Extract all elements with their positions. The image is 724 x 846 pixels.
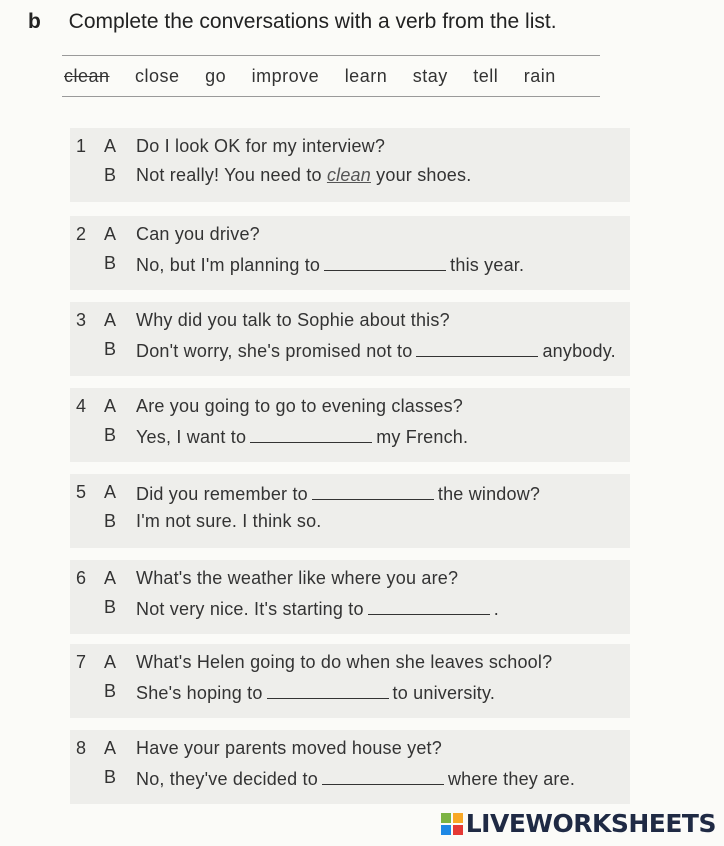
conversation-item — [70, 128, 630, 202]
speaker-a: A — [104, 482, 117, 502]
exercise-header — [28, 10, 557, 34]
word-tell: tell — [473, 66, 499, 86]
answer-blank[interactable] — [416, 339, 538, 357]
speaker-a: A — [104, 396, 117, 416]
line-b: No, they've decided to where they are. — [136, 769, 576, 789]
speaker-a: A — [104, 738, 117, 758]
speaker-b: B — [104, 425, 117, 445]
speaker-b: B — [104, 165, 117, 185]
speaker-b: B — [104, 511, 117, 531]
word-clean: clean — [64, 66, 110, 86]
line-a: Why did you talk to Sophie about this? — [136, 310, 450, 330]
exercise-letter: b — [28, 10, 41, 33]
liveworksheets-logo — [441, 809, 716, 838]
conversation-item — [70, 644, 630, 718]
speaker-a: A — [104, 310, 117, 330]
item-number: 1 — [76, 136, 87, 156]
wordlist-bottom-rule — [62, 96, 600, 97]
item-number: 4 — [76, 396, 87, 416]
speaker-a: A — [104, 652, 117, 672]
item-number: 7 — [76, 652, 87, 672]
conversation-item — [70, 216, 630, 290]
verb-wordlist — [64, 66, 576, 87]
answer-blank[interactable] — [267, 681, 389, 699]
word-rain: rain — [523, 66, 556, 86]
answer-blank[interactable] — [250, 425, 372, 443]
line-a: Can you drive? — [136, 224, 260, 244]
conversation-item — [70, 560, 630, 634]
line-a: Have your parents moved house yet? — [136, 738, 442, 758]
conversation-item — [70, 474, 630, 548]
line-b: Don't worry, she's promised not to anybody. — [136, 341, 616, 361]
item-number: 8 — [76, 738, 87, 758]
item-number: 6 — [76, 568, 87, 588]
item-number: 2 — [76, 224, 87, 244]
item-number: 3 — [76, 310, 87, 330]
line-b: I'm not sure. I think so. — [136, 511, 322, 531]
line-a: What's Helen going to do when she leaves school? — [136, 652, 553, 672]
line-a: Do I look OK for my interview? — [136, 136, 386, 156]
answer-blank[interactable] — [322, 767, 444, 785]
wordlist-top-rule — [62, 55, 600, 56]
line-b: She's hoping to to university. — [136, 683, 496, 703]
example-answer: clean — [326, 165, 371, 185]
word-learn: learn — [344, 66, 388, 86]
speaker-a: A — [104, 568, 117, 588]
line-b: Not very nice. It's starting to . — [136, 599, 499, 619]
word-improve: improve — [251, 66, 320, 86]
word-go: go — [205, 66, 227, 86]
speaker-b: B — [104, 339, 117, 359]
answer-blank[interactable] — [312, 482, 434, 500]
conversation-item — [70, 302, 630, 376]
answer-blank[interactable] — [368, 597, 490, 615]
line-a: Are you going to go to evening classes? — [136, 396, 464, 416]
line-b: Yes, I want to my French. — [136, 427, 469, 447]
speaker-a: A — [104, 224, 117, 244]
speaker-b: B — [104, 767, 117, 787]
speaker-b: B — [104, 253, 117, 273]
speaker-b: B — [104, 597, 117, 617]
line-b: No, but I'm planning to this year. — [136, 255, 525, 275]
conversation-item — [70, 388, 630, 462]
logo-text: LIVEWORKSHEETS — [465, 809, 716, 838]
exercise-instruction: Complete the conversations with a verb from the list. — [68, 10, 557, 33]
logo-grid-icon — [441, 813, 463, 835]
line-a: Did you remember to the window? — [136, 484, 541, 504]
conversation-item — [70, 730, 630, 804]
line-a: What's the weather like where you are? — [136, 568, 459, 588]
word-close: close — [135, 66, 180, 86]
speaker-b: B — [104, 681, 117, 701]
word-stay: stay — [412, 66, 448, 86]
item-number: 5 — [76, 482, 87, 502]
answer-blank[interactable] — [324, 253, 446, 271]
line-b: Not really! You need to clean your shoes. — [136, 165, 472, 185]
speaker-a: A — [104, 136, 117, 156]
